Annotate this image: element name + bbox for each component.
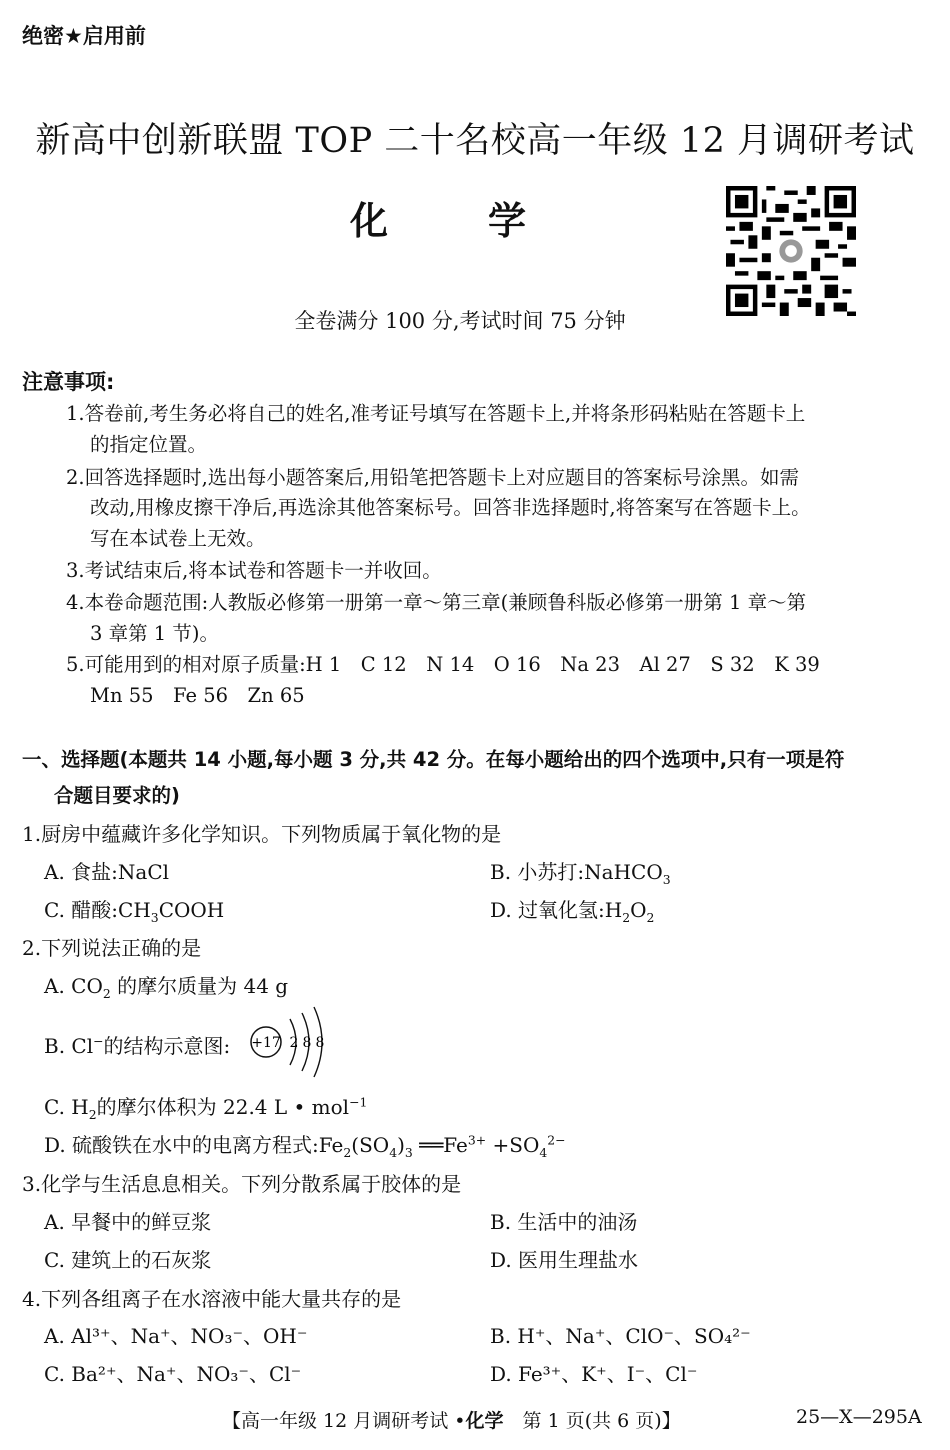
question-4: 4.下列各组离子在水溶液中能大量共存的是: [22, 1287, 402, 1311]
notice-line: 3.考试结束后,将本试卷和答题卡一并收回。: [66, 559, 442, 582]
q3-option-a: A. 早餐中的鲜豆浆: [44, 1210, 212, 1234]
footer-subject: 化学: [465, 1410, 504, 1432]
subject-title: 化 学: [350, 199, 527, 243]
shell-electrons: 2: [289, 1035, 299, 1051]
notice-line: 2.回答选择题时,选出每小题答案后,用铅笔把答题卡上对应题目的答案标号涂黑。如需: [66, 466, 800, 489]
question-2: 2.下列说法正确的是: [22, 936, 202, 960]
confidential-label: 绝密★启用前: [22, 24, 146, 48]
question-3: 3.化学与生活息息相关。下列分散系属于胶体的是: [22, 1172, 462, 1196]
q1-option-a: A. 食盐:NaCl: [44, 860, 170, 884]
paper-code: 25—X—295A: [796, 1406, 922, 1428]
q2-option-a: A. $CO_2$ 的摩尔质量为 44 g: [44, 974, 289, 1001]
notice-heading: 注意事项:: [22, 370, 115, 394]
q2-option-d: D. 硫酸铁在水中的电离方程式$:Fe_2(SO_4)_3$ $══Fe^{3+} +SO_4^{2-}$: [44, 1132, 566, 1160]
q3-option-d: D. 医用生理盐水: [490, 1248, 639, 1272]
q3-option-b: B. 生活中的油汤: [490, 1210, 638, 1234]
page-footer: 【高一年级 12 月调研考试 •化学 第 1 页(共 6 页)】: [222, 1410, 681, 1432]
question-1: 1.厨房中蕴藏许多化学知识。下列物质属于氧化物的是: [22, 822, 502, 846]
q3-option-c: C. 建筑上的石灰浆: [44, 1248, 212, 1272]
q2-option-c: C. $H_2$的摩尔体积为 22.4 L • mol$^{-1}$: [44, 1094, 368, 1122]
q4-option-a: A. Al³⁺、Na⁺、NO₃⁻、OH⁻: [44, 1324, 308, 1348]
atomic-structure-diagram: [246, 1005, 336, 1079]
q2-option-b: B. Cl−的结构示意图:: [44, 1033, 231, 1058]
notice-line: 的指定位置。: [90, 433, 208, 456]
notice-line: 3 章第 1 节)。: [90, 622, 220, 645]
notice-line: 4.本卷命题范围:人教版必修第一册第一章～第三章(兼顾鲁科版必修第一册第 1 章～第: [66, 591, 807, 614]
section-heading: 一、选择题(本题共 14 小题,每小题 3 分,共 42 分。在每小题给出的四个选项中,只有一项是符: [22, 748, 845, 771]
notice-line: 1.答卷前,考生务必将自己的姓名,准考证号填写在答题卡上,并将条形码粘贴在答题卡上: [66, 402, 806, 425]
q1-option-d: D. 过氧化氢$:H_2O_2$: [490, 898, 655, 925]
notice-line: 写在本试卷上无效。: [90, 527, 266, 550]
nucleus-label: +17: [251, 1035, 281, 1051]
q4-option-b: B. H⁺、Na⁺、ClO⁻、SO₄²⁻: [490, 1324, 751, 1348]
q4-option-d: D. Fe³⁺、K⁺、I⁻、Cl⁻: [490, 1362, 698, 1386]
section-heading-cont: 合题目要求的): [54, 784, 180, 807]
exam-title: 新高中创新联盟 TOP 二十名校高一年级 12 月调研考试: [35, 121, 915, 161]
notice-line: Mn 55 Fe 56 Zn 65: [90, 684, 305, 707]
notice-line: 改动,用橡皮擦干净后,再选涂其他答案标号。回答非选择题时,将答案写在答题卡上。: [90, 496, 811, 519]
q4-option-c: C. Ba²⁺、Na⁺、NO₃⁻、Cl⁻: [44, 1362, 302, 1386]
shell-electrons: 8: [315, 1035, 325, 1051]
exam-meta: 全卷满分 100 分,考试时间 75 分钟: [294, 309, 626, 333]
notice-line: 5.可能用到的相对原子质量:H 1 C 12 N 14 O 16 Na 23 Al 27 S 32 K 39: [66, 653, 820, 676]
q1-option-c: C. 醋酸$:CH_3COOH$: [44, 898, 225, 925]
q1-option-b: B. 小苏打:NaHCO$_3$: [490, 860, 671, 887]
shell-electrons: 8: [302, 1035, 312, 1051]
qr-code-image: [724, 186, 858, 316]
